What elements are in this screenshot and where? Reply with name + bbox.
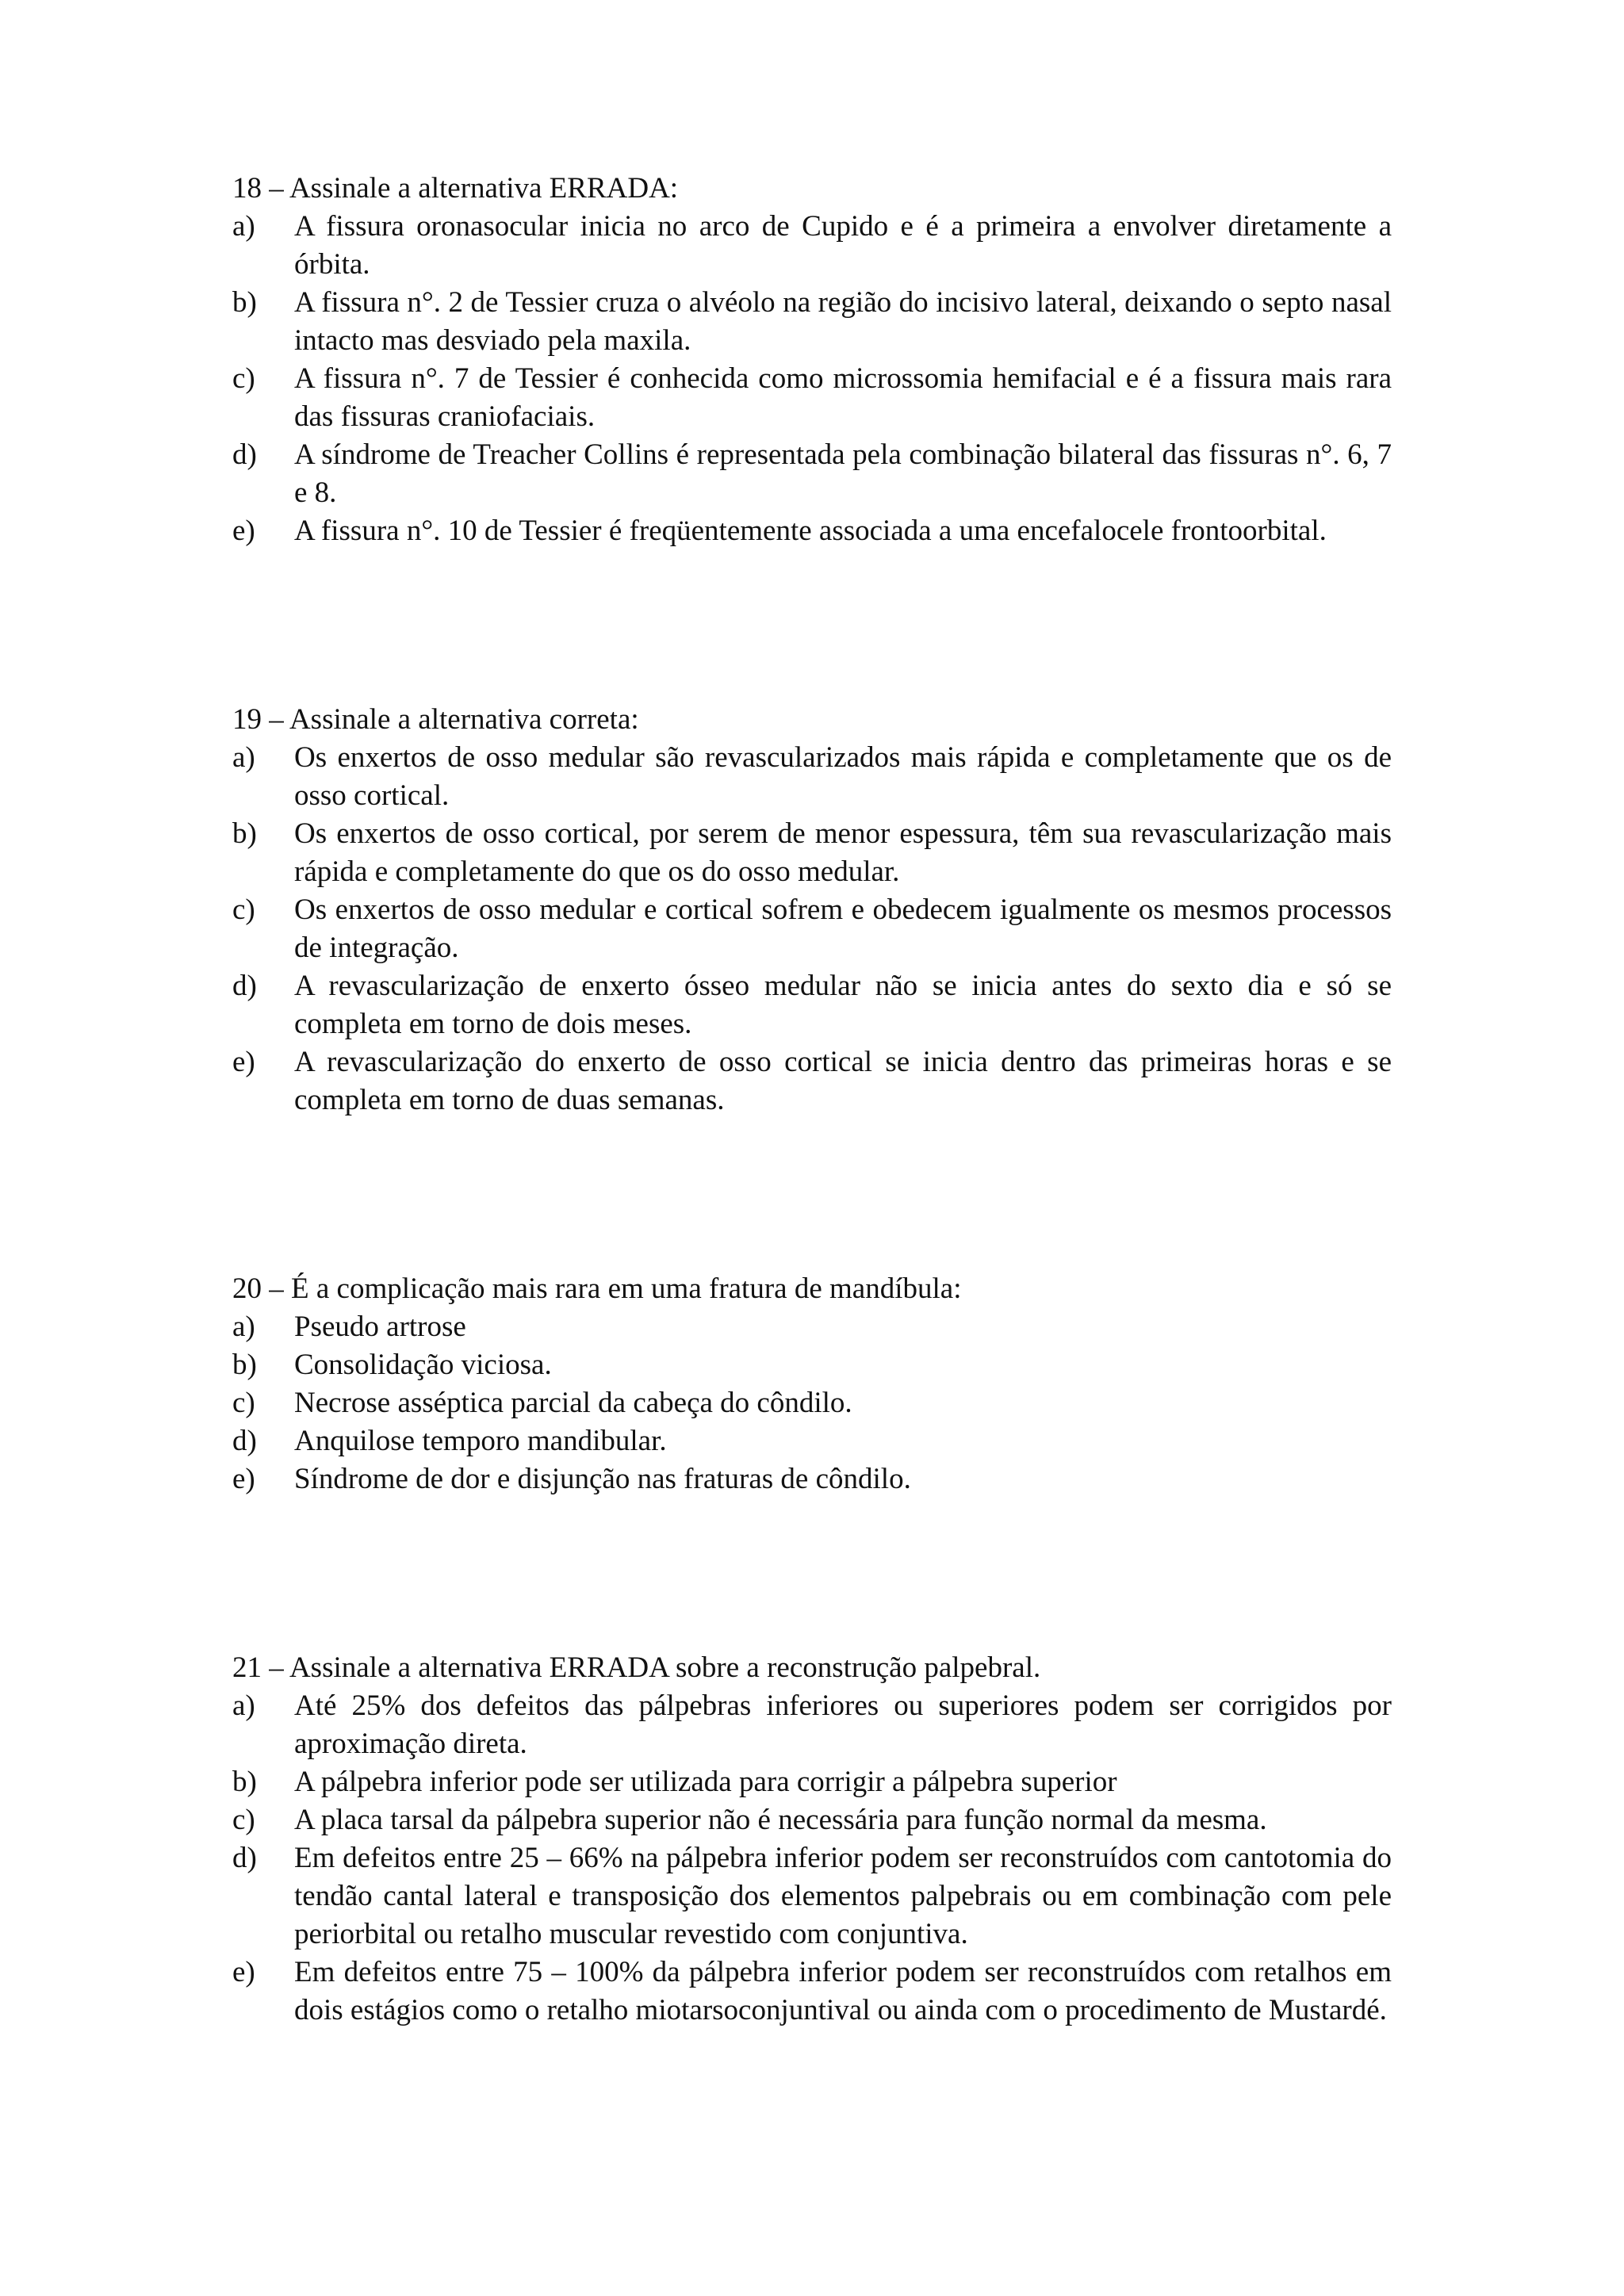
option-item	[232, 1346, 1392, 1384]
option-item	[232, 1839, 1392, 1954]
option-text: A pálpebra inferior pode ser utilizada para corrigir a pálpebra superior	[294, 1766, 1117, 1798]
option-text: Os enxertos de osso medular e cortical sofrem e obedecem igualmente os mesmos processos de integração.	[294, 894, 1392, 964]
option-text: Necrose asséptica parcial da cabeça do côndilo.	[294, 1387, 852, 1419]
option-letter: b)	[232, 817, 257, 850]
option-item	[232, 1801, 1392, 1839]
option-text: Os enxertos de osso cortical, por serem de menor espessura, têm sua revascularização mais rápida e completamente do que os do osso medular.	[294, 817, 1392, 888]
option-letter: b)	[232, 1349, 257, 1381]
option-text: Síndrome de dor e disjunção nas fraturas de côndilo.	[294, 1463, 911, 1495]
option-item	[232, 967, 1392, 1043]
question-title: 18 – Assinale a alternativa ERRADA:	[232, 172, 679, 205]
options-list	[232, 1687, 1392, 2030]
options-list	[232, 739, 1392, 1119]
question-title: 19 – Assinale a alternativa correta:	[232, 703, 639, 736]
option-letter: e)	[232, 1046, 255, 1078]
option-letter: d)	[232, 970, 257, 1002]
option-text: Consolidação viciosa.	[294, 1349, 552, 1381]
option-item	[232, 1384, 1392, 1422]
option-letter: c)	[232, 1804, 255, 1836]
option-text: A fissura n°. 7 de Tessier é conhecida como microssomia hemifacial e é a fissura mais rara das fissuras craniofaciais.	[294, 362, 1392, 433]
option-item	[232, 891, 1392, 967]
option-item	[232, 208, 1392, 284]
option-text: Em defeitos entre 75 – 100% da pálpebra inferior podem ser reconstruídos com retalhos em dois estágios como o retalho miotarsoconjuntival ou ainda com o procedimento de Mustardé.	[294, 1956, 1392, 2026]
option-item	[232, 284, 1392, 360]
option-letter: d)	[232, 1425, 257, 1457]
option-letter: a)	[232, 210, 255, 243]
option-text: A fissura n°. 2 de Tessier cruza o alvéolo na região do incisivo lateral, deixando o septo nasal intacto mas desviado pela maxila.	[294, 286, 1392, 357]
option-letter: a)	[232, 741, 255, 774]
option-item	[232, 1308, 1392, 1346]
question-title: 20 – É a complicação mais rara em uma fratura de mandíbula:	[232, 1272, 962, 1305]
question-18	[232, 170, 1392, 550]
option-letter: e)	[232, 1956, 255, 1988]
option-letter: d)	[232, 438, 257, 471]
option-item	[232, 512, 1392, 550]
option-letter: e)	[232, 1463, 255, 1495]
exam-content	[232, 170, 1392, 2180]
option-text: Em defeitos entre 25 – 66% na pálpebra inferior podem ser reconstruídos com cantotomia do tendão cantal lateral e transposição dos elementos palpebrais ou em combinação com pele periorbital ou retalho muscular revestido com conjuntiva.	[294, 1842, 1392, 1950]
option-text: A revascularização do enxerto de osso cortical se inicia dentro das primeiras horas e se completa em torno de duas semanas.	[294, 1046, 1392, 1116]
option-text: A revascularização de enxerto ósseo medular não se inicia antes do sexto dia e só se completa em torno de dois meses.	[294, 970, 1392, 1040]
option-text: A fissura n°. 10 de Tessier é freqüentemente associada a uma encefalocele frontoorbital.	[294, 515, 1327, 547]
option-item	[232, 815, 1392, 891]
option-item	[232, 1460, 1392, 1498]
option-item	[232, 739, 1392, 815]
options-list	[232, 1308, 1392, 1498]
option-letter: b)	[232, 1766, 257, 1798]
option-text: Pseudo artrose	[294, 1311, 466, 1343]
option-letter: a)	[232, 1311, 255, 1343]
option-text: Até 25% dos defeitos das pálpebras inferiores ou superiores podem ser corrigidos por aproximação direta.	[294, 1689, 1392, 1760]
question-title: 21 – Assinale a alternativa ERRADA sobre a reconstrução palpebral.	[232, 1651, 1041, 1684]
option-text: Anquilose temporo mandibular.	[294, 1425, 667, 1457]
question-21	[232, 1649, 1392, 2030]
option-text: A síndrome de Treacher Collins é representada pela combinação bilateral das fissuras n°. 6, 7 e 8.	[294, 438, 1392, 509]
option-letter: d)	[232, 1842, 257, 1874]
option-item	[232, 1043, 1392, 1119]
options-list	[232, 208, 1392, 550]
question-20	[232, 1270, 1392, 1498]
option-item	[232, 1954, 1392, 2030]
option-item	[232, 1422, 1392, 1460]
option-item	[232, 360, 1392, 436]
option-letter: c)	[232, 362, 255, 395]
option-text: A placa tarsal da pálpebra superior não é necessária para função normal da mesma.	[294, 1804, 1267, 1836]
option-item	[232, 436, 1392, 512]
option-item	[232, 1763, 1392, 1801]
option-letter: c)	[232, 894, 255, 926]
option-letter: b)	[232, 286, 257, 319]
question-19	[232, 701, 1392, 1119]
option-item	[232, 1687, 1392, 1763]
option-text: Os enxertos de osso medular são revascularizados mais rápida e completamente que os de osso cortical.	[294, 741, 1392, 812]
option-letter: a)	[232, 1689, 255, 1722]
option-letter: c)	[232, 1387, 255, 1419]
option-letter: e)	[232, 515, 255, 547]
option-text: A fissura oronasocular inicia no arco de Cupido e é a primeira a envolver diretamente a órbita.	[294, 210, 1392, 281]
